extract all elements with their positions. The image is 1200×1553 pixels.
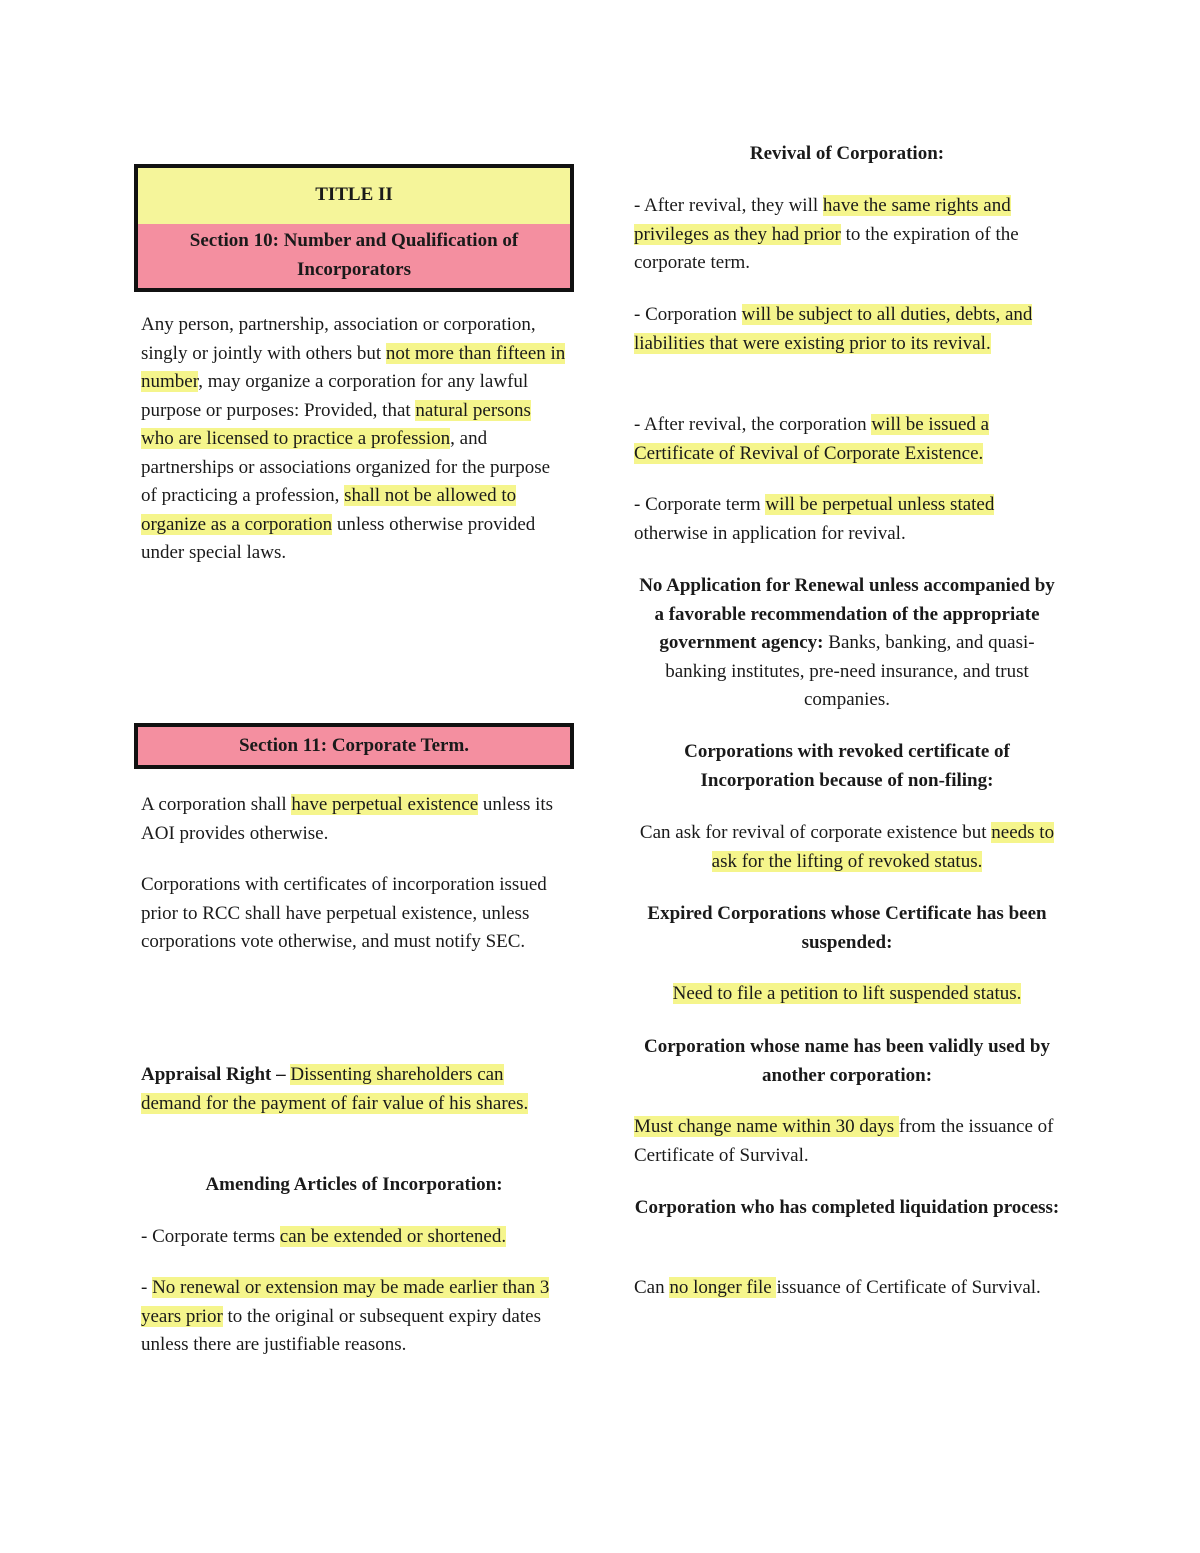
revoked-text [634, 819, 1060, 876]
text-run: - After revival, they will [634, 195, 823, 216]
expired-heading-text: Expired Corporations whose Certificate has been suspended: [647, 903, 1047, 953]
highlighted-text: natural persons who are licensed to practice a profession [141, 399, 531, 449]
section-11-heading: Section 11: Corporate Term. [138, 727, 570, 765]
no-application-paragraph [634, 572, 1060, 715]
text-run: unless otherwise provided under special laws. [141, 513, 536, 563]
highlighted-text: will be perpetual unless stated [765, 494, 995, 515]
appraisal-right-paragraph [141, 1061, 566, 1118]
expired-text-highlight: Need to file a petition to lift suspended status. [672, 983, 1022, 1004]
highlighted-text: can be extended or shortened. [279, 1226, 507, 1247]
highlighted-text: will be subject to all duties, debts, and liabilities that were existing prior to its revival. [634, 304, 1033, 354]
revoked-heading-text: Corporations with revoked certificate of Incorporation because of non-filing: [684, 741, 1010, 791]
revival-item-3 [634, 411, 1060, 468]
section-11-paragraph-2: Corporations with certificates of incorporation issued prior to RCC shall have perpetual existence, unless corporations vote otherwise, and must notify SEC. [141, 874, 547, 952]
text-run: - Corporate terms [141, 1226, 280, 1247]
revival-heading-text: Revival of Corporation: [749, 143, 945, 164]
highlighted-text: No renewal or extension may be made earlier than 3 years prior [141, 1277, 550, 1327]
name-heading-text: Corporation whose name has been validly used by another corporation: [644, 1036, 1050, 1086]
liquidation-heading-text: Corporation who has completed liquidation process: [634, 1197, 1060, 1218]
revival-heading [634, 140, 1060, 169]
expired-text [634, 980, 1060, 1009]
text-run: Can [634, 1277, 670, 1298]
text-run: A corporation shall [141, 794, 292, 815]
highlighted-text: not more than fifteen in number [141, 342, 566, 392]
section-11-box [134, 723, 574, 769]
name-text [634, 1113, 1060, 1170]
highlighted-text: have perpetual existence [291, 794, 479, 815]
text-run: - After revival, the corporation [634, 414, 872, 435]
amending-heading [134, 1171, 574, 1200]
text-run: , may organize a corporation for any lawful purpose or purposes: Provided, that [141, 371, 529, 421]
text-run: Any person, partnership, association or corporation, singly or jointly with others but [141, 314, 536, 364]
text-run: issuance of Certificate of Survival. [776, 1277, 1041, 1298]
section-11-paragraph-1 [141, 791, 566, 848]
title-label: TITLE II [138, 168, 570, 224]
appraisal-right-text: Dissenting shareholders can demand for the payment of fair value of his shares. [141, 1064, 529, 1114]
text-run: to the expiration of the corporate term. [634, 223, 1019, 273]
highlighted-text: no longer file [669, 1277, 777, 1298]
text-run: - [141, 1277, 153, 1298]
expired-heading [634, 900, 1060, 957]
revival-item-4 [634, 491, 1060, 548]
text-run: otherwise in application for revival. [634, 522, 906, 544]
highlighted-text: have the same rights and privileges as they had prior [634, 195, 1011, 245]
amend-item-1 [141, 1223, 566, 1252]
section-10-heading: Section 10: Number and Qualification of Incorporators [138, 224, 570, 288]
no-application-text: Banks, banking, and quasi-banking institutes, pre-need insurance, and trust companies. [665, 632, 1035, 710]
text-run: to the original or subsequent expiry dates unless there are justifiable reasons. [141, 1305, 541, 1355]
title-ii-box [134, 164, 574, 292]
revoked-heading [634, 738, 1060, 795]
highlighted-text: will be issued a Certificate of Revival of Corporate Existence. [634, 414, 990, 464]
liquidation-heading [634, 1194, 1060, 1223]
text-run: - Corporate term [634, 494, 766, 515]
liquidation-text [634, 1274, 1060, 1303]
text-run: Can ask for revival of corporate existence but [639, 822, 992, 843]
name-heading [634, 1033, 1060, 1090]
amend-item-2 [141, 1274, 566, 1360]
text-run: , and partnerships or associations organized for the purpose of practicing a profession, [141, 428, 551, 506]
no-application-heading: No Application for Renewal unless accompanied by a favorable recommendation of the appropriate government agency: [639, 575, 1055, 653]
highlighted-text: needs to ask for the lifting of revoked status. [711, 822, 1055, 872]
highlighted-text: Must change name within 30 days [634, 1116, 899, 1137]
highlighted-text: shall not be allowed to organize as a corporation [141, 485, 517, 535]
text-run: - Corporation [634, 304, 742, 325]
section-10-paragraph [141, 311, 566, 568]
text-run: from the issuance of Certificate of Survival. [634, 1116, 1054, 1166]
text-run: unless its AOI provides otherwise. [141, 794, 554, 844]
revival-item-2 [634, 301, 1060, 358]
revival-item-1 [634, 192, 1060, 278]
appraisal-right-label: Appraisal Right [141, 1064, 272, 1085]
appraisal-dash: – [271, 1064, 291, 1085]
amending-heading-text: Amending Articles of Incorporation: [205, 1174, 503, 1195]
